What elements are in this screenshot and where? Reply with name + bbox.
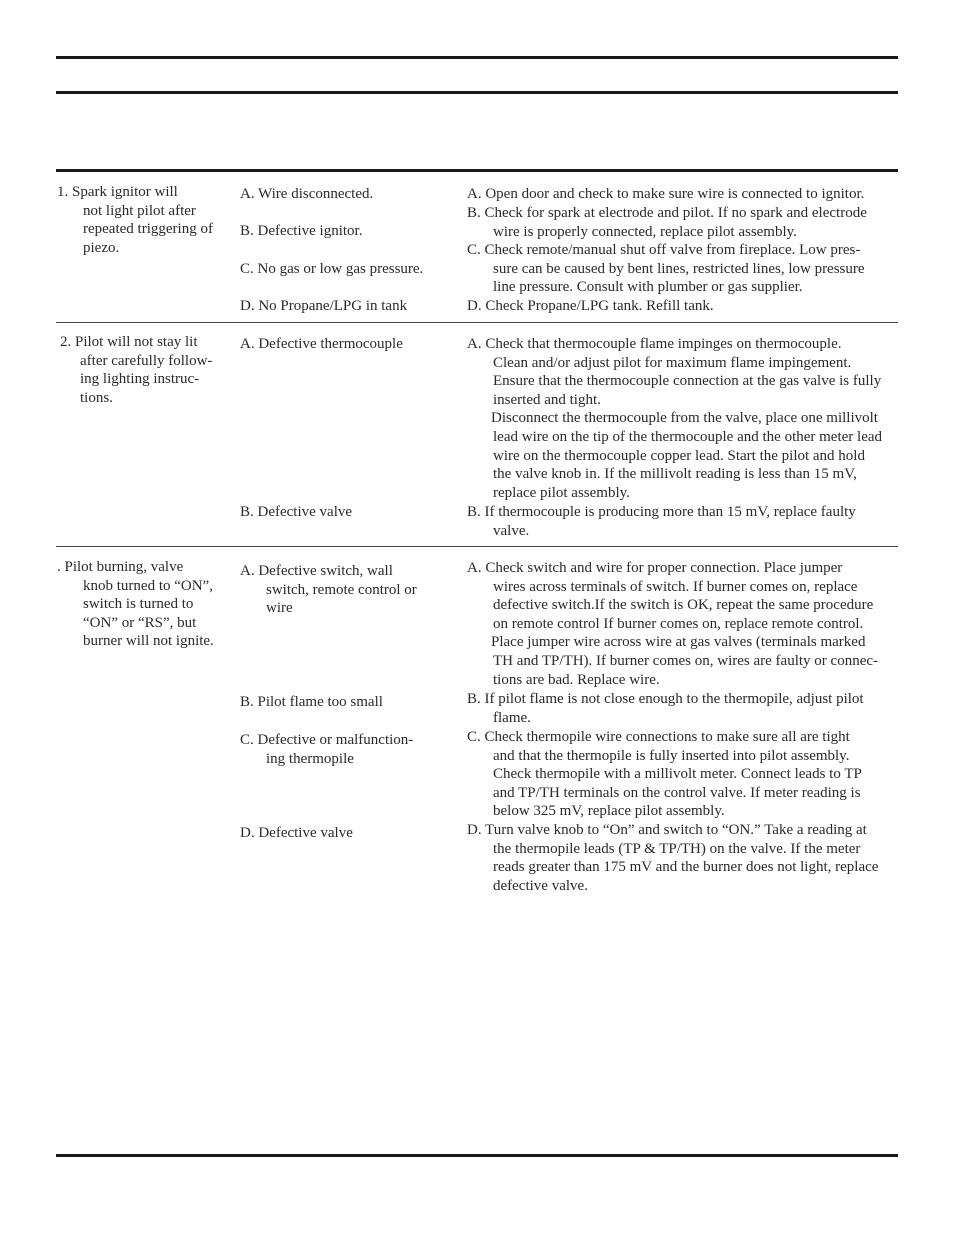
text-line: replace pilot assembly. xyxy=(493,484,630,501)
text-line: sure can be caused by bent lines, restricted lines, low pressure xyxy=(493,260,865,277)
text-line: D. No Propane/LPG in tank xyxy=(240,298,408,314)
problem-text xyxy=(60,333,212,407)
text-line: and that the thermopile is fully inserted into pilot assembly. xyxy=(493,747,850,764)
problem-text xyxy=(57,558,214,651)
text-line: B. Pilot flame too small xyxy=(240,694,383,710)
text-line: wires across terminals of switch. If burner comes on, replace xyxy=(493,578,858,595)
text-line: repeated triggering of xyxy=(83,221,213,238)
remedy-item xyxy=(467,503,856,540)
text-line: 2. Pilot will not stay lit xyxy=(60,334,198,350)
bottom-rule xyxy=(56,1154,898,1157)
text-line: . Pilot burning, valve xyxy=(57,559,184,575)
text-line: TH and TP/TH). If burner comes on, wires are faulty or connec- xyxy=(493,652,879,669)
text-line: Clean and/or adjust pilot for maximum flame impingement. xyxy=(493,354,852,371)
cause-item xyxy=(240,693,383,712)
text-line: D. Turn valve knob to “On” and switch to “ON.” Take a reading at xyxy=(467,822,867,838)
text-line: flame. xyxy=(493,709,531,726)
text-line: B. If pilot flame is not close enough to the thermopile, adjust pilot xyxy=(467,691,864,707)
text-line: A. Defective switch, wall xyxy=(240,563,393,579)
cause-item xyxy=(240,185,373,204)
remedy-item xyxy=(467,559,878,689)
text-line: switch, remote control or xyxy=(266,581,417,598)
remedy-item xyxy=(467,297,714,316)
text-line: tions are bad. Replace wire. xyxy=(493,671,660,688)
text-line: wire is properly connected, replace pilot assembly. xyxy=(493,223,797,240)
cause-item xyxy=(240,222,362,241)
problem-text xyxy=(57,183,213,257)
text-line: burner will not ignite. xyxy=(83,633,214,650)
cause-item xyxy=(240,260,423,279)
cause-item xyxy=(240,503,352,522)
text-line: B. Defective valve xyxy=(240,504,353,520)
text-line: inserted and tight. xyxy=(493,391,601,408)
text-line: knob turned to “ON”, xyxy=(83,577,213,594)
text-line: C. Check thermopile wire connections to make sure all are tight xyxy=(467,729,850,745)
text-line: A. Open door and check to make sure wire is connected to ignitor. xyxy=(467,186,865,202)
cause-item xyxy=(240,562,417,618)
text-line: C. No gas or low gas pressure. xyxy=(240,261,424,277)
text-line: B. If thermocouple is producing more than 15 mV, replace faulty xyxy=(467,504,856,520)
text-line: the valve knob in. If the millivolt reading is less than 15 mV, xyxy=(493,466,857,483)
text-line: Disconnect the thermocouple from the valve, place one millivolt xyxy=(491,410,878,427)
cause-item xyxy=(240,297,407,316)
text-line: C. Check remote/manual shut off valve from fireplace. Low pres- xyxy=(467,242,861,258)
text-line: ing thermopile xyxy=(266,750,354,767)
text-line: Ensure that the thermocouple connection at the gas valve is fully xyxy=(493,373,882,390)
remedy-item xyxy=(467,728,862,821)
text-line: D. Defective valve xyxy=(240,825,353,841)
text-line: reads greater than 175 mV and the burner does not light, replace xyxy=(493,859,879,876)
text-line: Check thermopile with a millivolt meter. Connect leads to TP xyxy=(493,766,862,783)
remedy-item xyxy=(467,185,864,204)
text-line: Place jumper wire across wire at gas valves (terminals marked xyxy=(491,634,866,651)
text-line: B. Check for spark at electrode and pilot. If no spark and electrode xyxy=(467,205,867,221)
text-line: defective valve. xyxy=(493,877,588,894)
text-line: ing lighting instruc- xyxy=(80,371,200,388)
text-line: piezo. xyxy=(83,239,120,256)
table-header-rule xyxy=(56,169,898,172)
text-line: valve. xyxy=(493,522,530,539)
text-line: the thermopile leads (TP & TP/TH) on the valve. If the meter xyxy=(493,840,861,857)
text-line: switch is turned to xyxy=(83,596,194,613)
text-line: and TP/TH terminals on the control valve. If meter reading is xyxy=(493,784,861,801)
text-line: A. Check that thermocouple flame impinges on thermocouple. xyxy=(467,336,842,352)
text-line: defective switch.If the switch is OK, repeat the same procedure xyxy=(493,597,874,614)
cause-item xyxy=(240,731,413,768)
text-line: A. Check switch and wire for proper connection. Place jumper xyxy=(467,560,843,576)
text-line: on remote control If burner comes on, replace remote control. xyxy=(493,615,864,632)
cause-item xyxy=(240,335,403,354)
text-line: wire xyxy=(266,600,293,617)
top-rule xyxy=(56,56,898,59)
text-line: below 325 mV, replace pilot assembly. xyxy=(493,803,725,820)
text-line: A. Wire disconnected. xyxy=(240,186,374,202)
row-divider xyxy=(56,546,898,547)
text-line: C. Defective or malfunction- xyxy=(240,732,414,748)
text-line: B. Defective ignitor. xyxy=(240,223,363,239)
text-line: not light pilot after xyxy=(83,202,196,219)
text-line: D. Check Propane/LPG tank. Refill tank. xyxy=(467,298,714,314)
text-line: line pressure. Consult with plumber or gas supplier. xyxy=(493,279,803,296)
row-divider xyxy=(56,322,898,323)
remedy-item xyxy=(467,690,864,727)
remedy-item xyxy=(467,821,878,895)
cause-item xyxy=(240,824,353,843)
text-line: lead wire on the tip of the thermocouple and the other meter lead xyxy=(493,428,883,445)
text-line: wire on the thermocouple copper lead. Start the pilot and hold xyxy=(493,447,865,464)
text-line: “ON” or “RS”, but xyxy=(83,614,197,631)
remedy-item xyxy=(467,241,865,297)
remedy-item xyxy=(467,335,882,502)
text-line: after carefully follow- xyxy=(80,352,213,369)
header-rule xyxy=(56,91,898,94)
text-line: tions. xyxy=(80,389,113,406)
text-line: A. Defective thermocouple xyxy=(240,336,403,352)
remedy-item xyxy=(467,204,867,241)
text-line: 1. Spark ignitor will xyxy=(57,184,178,200)
